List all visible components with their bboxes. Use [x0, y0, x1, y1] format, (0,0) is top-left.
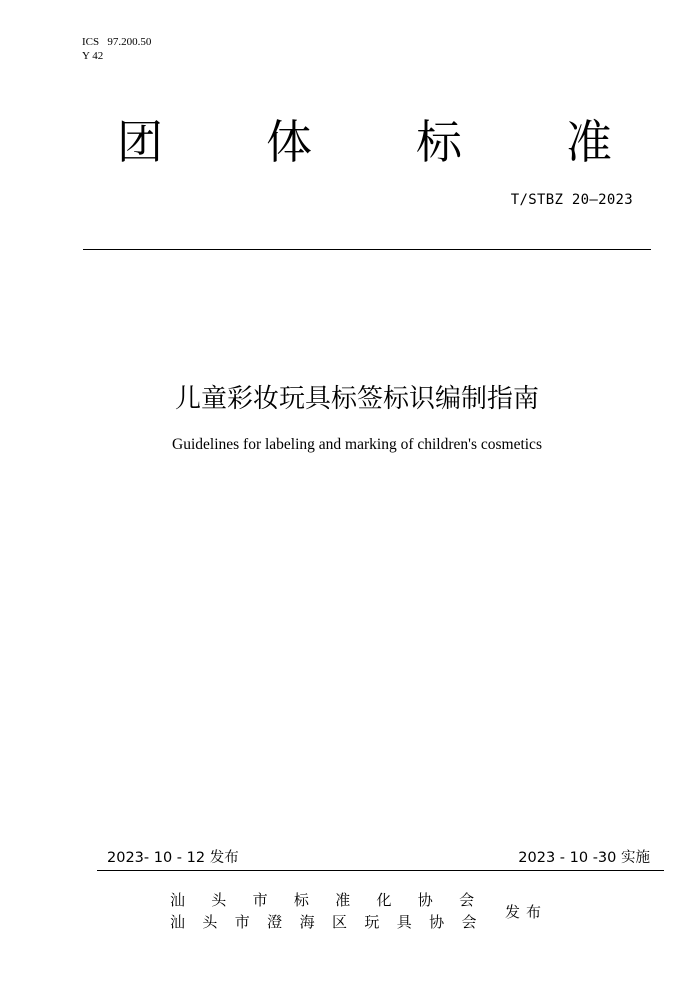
publisher-char: 标: [293, 891, 309, 909]
publisher-char: 会: [459, 891, 475, 909]
publisher-line-1: [170, 890, 500, 910]
publisher-char: 市: [252, 891, 268, 909]
publisher-char: 化: [376, 891, 392, 909]
heading-char: 标: [416, 115, 462, 169]
publisher-char: 头: [202, 913, 218, 931]
heading-char: 准: [566, 115, 612, 169]
classification-codes: [82, 35, 151, 63]
header-divider: [83, 249, 651, 250]
publisher-line-2: [170, 912, 494, 932]
publisher-char: 会: [461, 913, 477, 931]
footer-divider: [97, 870, 664, 871]
release-date: 2023- 10 - 12 发布: [107, 850, 239, 866]
ics-code: ICS 97.200.50: [82, 36, 152, 48]
heading-char: 体: [266, 115, 312, 169]
publisher-char: 协: [429, 913, 445, 931]
publisher-char: 具: [396, 913, 412, 931]
publisher-char: 头: [211, 891, 227, 909]
ccs-code: Y 42: [82, 50, 104, 62]
publisher-char: 市: [234, 913, 250, 931]
document-title-english: Guidelines for labeling and marking of children's cosmetics: [172, 436, 542, 453]
publisher-char: 海: [299, 913, 315, 931]
publisher-char: 协: [417, 891, 433, 909]
publisher-char: 汕: [170, 891, 186, 909]
publisher-char: 区: [331, 913, 347, 931]
publisher-char: 准: [335, 891, 351, 909]
heading-char: 团: [117, 115, 163, 169]
publisher-char: 汕: [170, 913, 186, 931]
implementation-date: 2023 - 10 -30 实施: [518, 850, 650, 866]
document-title-chinese: 儿童彩妆玩具标签标识编制指南: [174, 384, 539, 414]
publisher-char: 澄: [267, 913, 283, 931]
publish-label: 发布: [505, 903, 548, 921]
standard-number: T/STBZ 20—2023: [510, 192, 633, 208]
publisher-char: 玩: [364, 913, 380, 931]
document-type-heading: [0, 114, 700, 174]
